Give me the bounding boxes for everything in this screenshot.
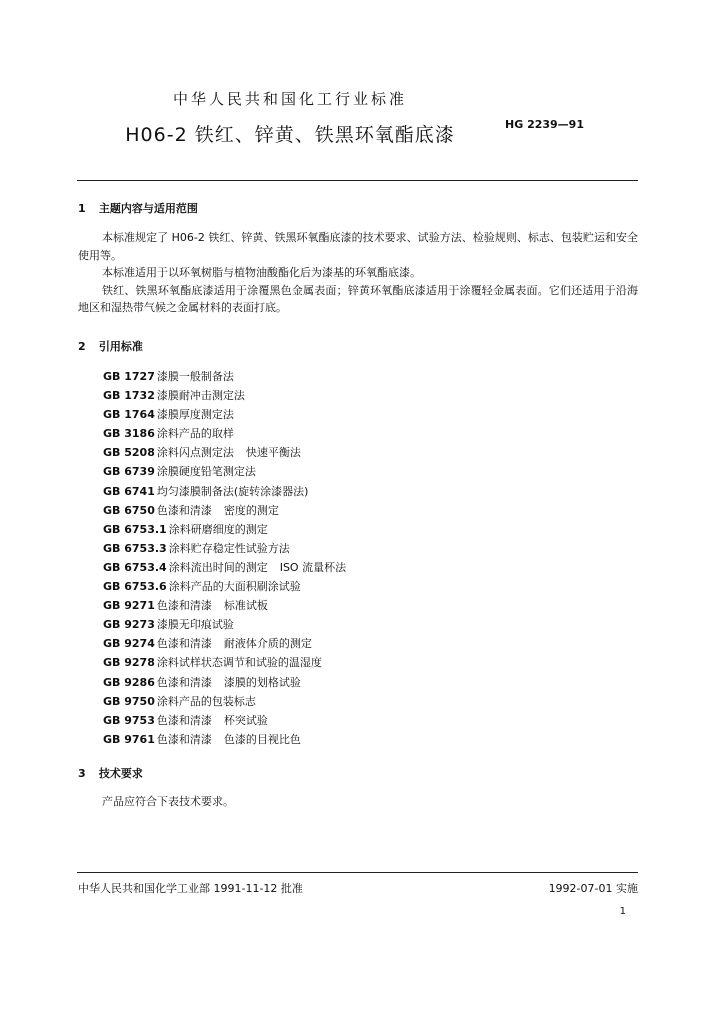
- reference-name: 涂料研磨细度的测定: [168, 522, 268, 536]
- reference-name: 漆膜一般制备法: [156, 370, 234, 383]
- section-title: 引用标准: [98, 340, 143, 353]
- reference-name: 色漆和清漆: [156, 675, 212, 689]
- reference-code: GB 9753: [103, 713, 155, 727]
- reference-code: GB 6750: [103, 503, 155, 517]
- reference-item: [103, 443, 346, 462]
- reference-item: [103, 653, 346, 672]
- reference-code: GB 9273: [103, 618, 155, 632]
- section-1-body: [78, 229, 638, 317]
- reference-item: [103, 424, 346, 443]
- reference-subtitle: 密度的测定: [223, 503, 279, 517]
- section-3-heading: [78, 765, 143, 781]
- standard-organization: 中华人民共和国化工行业标准: [172, 90, 407, 108]
- reference-name: 涂料闪点测定法: [156, 446, 234, 460]
- reference-code: GB 6741: [103, 484, 155, 498]
- reference-item: [103, 367, 346, 386]
- section-number: 1: [78, 202, 86, 215]
- document-title: H06-2 铁红、锌黄、铁黑环氧酯底漆: [125, 124, 455, 146]
- section-title: 主题内容与适用范围: [98, 202, 198, 215]
- reference-code: GB 9271: [103, 599, 155, 613]
- section-2-heading: [78, 338, 143, 354]
- reference-item: [103, 692, 346, 711]
- reference-code: GB 6753.6: [103, 580, 167, 594]
- footer-divider: [77, 872, 638, 873]
- page-number: 1: [619, 906, 626, 917]
- reference-code: GB 1727: [103, 370, 155, 383]
- reference-name: 均匀漆膜制备法(旋转涂漆器法): [156, 484, 309, 498]
- reference-name: 漆膜耐冲击测定法: [156, 389, 245, 403]
- reference-name: 涂料产品的大面积刷涂试验: [168, 580, 301, 594]
- section-number: 2: [78, 340, 86, 353]
- reference-name: 色漆和清漆: [156, 599, 212, 613]
- reference-code: GB 9286: [103, 675, 155, 689]
- reference-subtitle: 漆膜的划格试验: [223, 675, 301, 689]
- reference-name: 涂料产品的取样: [156, 427, 234, 441]
- paragraph: 本标准规定了 H06-2 铁红、锌黄、铁黑环氧酯底漆的技术要求、试验方法、检验规则、标志、包装贮运和安全使用等。: [78, 231, 638, 262]
- reference-name: 漆膜无印痕试验: [156, 618, 234, 632]
- reference-subtitle: ISO 流量杯法: [279, 560, 347, 574]
- reference-name: 漆膜厚度测定法: [156, 408, 234, 422]
- reference-code: GB 3186: [103, 427, 155, 441]
- reference-item: [103, 482, 346, 501]
- reference-name: 色漆和清漆: [156, 713, 212, 727]
- reference-item: [103, 673, 346, 692]
- reference-subtitle: 标准试板: [223, 599, 268, 613]
- reference-code: GB 6739: [103, 465, 155, 479]
- reference-item: [103, 386, 346, 405]
- reference-code: GB 1732: [103, 389, 155, 403]
- reference-item: [103, 577, 346, 596]
- reference-item: [103, 596, 346, 615]
- reference-subtitle: 色漆的目视比色: [223, 732, 301, 746]
- reference-item: [103, 634, 346, 653]
- paragraph: 铁红、铁黑环氧酯底漆适用于涂覆黑色金属表面；锌黄环氧酯底漆适用于涂覆轻金属表面。它们还适用于沿海地区和湿热带气候之金属材料的表面打底。: [78, 283, 638, 314]
- reference-item: [103, 462, 346, 481]
- reference-subtitle: 耐液体介质的测定: [223, 637, 312, 651]
- reference-name: 涂料流出时间的测定: [168, 560, 268, 574]
- section-3-body: [78, 793, 638, 811]
- reference-item: [103, 730, 346, 749]
- reference-name: 色漆和清漆: [156, 732, 212, 746]
- paragraph: 产品应符合下表技术要求。: [102, 795, 234, 808]
- reference-code: GB 6753.1: [103, 522, 167, 536]
- reference-code: GB 5208: [103, 446, 155, 460]
- effective-date: 1992-07-01 实施: [548, 882, 638, 895]
- reference-code: GB 6753.3: [103, 541, 167, 555]
- reference-subtitle: 杯突试验: [223, 713, 268, 727]
- section-1-heading: [78, 200, 198, 216]
- reference-item: [103, 615, 346, 634]
- reference-code: GB 6753.4: [103, 560, 167, 574]
- reference-code: GB 9761: [103, 732, 155, 746]
- reference-item: [103, 711, 346, 730]
- standard-code: HG 2239—91: [505, 118, 584, 131]
- reference-item: [103, 539, 346, 558]
- reference-name: 色漆和清漆: [156, 637, 212, 651]
- reference-name: 涂料贮存稳定性试验方法: [168, 541, 290, 555]
- reference-code: GB 1764: [103, 408, 155, 422]
- reference-list: [103, 367, 346, 749]
- reference-item: [103, 405, 346, 424]
- approval-line: 中华人民共和国化学工业部 1991-11-12 批准: [78, 882, 303, 895]
- reference-code: GB 9278: [103, 656, 155, 670]
- reference-name: 涂膜硬度铅笔测定法: [156, 465, 256, 479]
- reference-name: 色漆和清漆: [156, 503, 212, 517]
- paragraph: 本标准适用于以环氧树脂与植物油酸酯化后为漆基的环氧酯底漆。: [102, 266, 421, 279]
- header-divider: [77, 180, 638, 181]
- reference-item: [103, 520, 346, 539]
- reference-code: GB 9274: [103, 637, 155, 651]
- reference-name: 涂料产品的包装标志: [156, 694, 256, 708]
- section-title: 技术要求: [98, 767, 143, 780]
- reference-code: GB 9750: [103, 694, 155, 708]
- reference-item: [103, 501, 346, 520]
- reference-subtitle: 快速平衡法: [245, 446, 301, 460]
- reference-name: 涂料试样状态调节和试验的温湿度: [156, 656, 322, 670]
- reference-item: [103, 558, 346, 577]
- section-number: 3: [78, 767, 86, 780]
